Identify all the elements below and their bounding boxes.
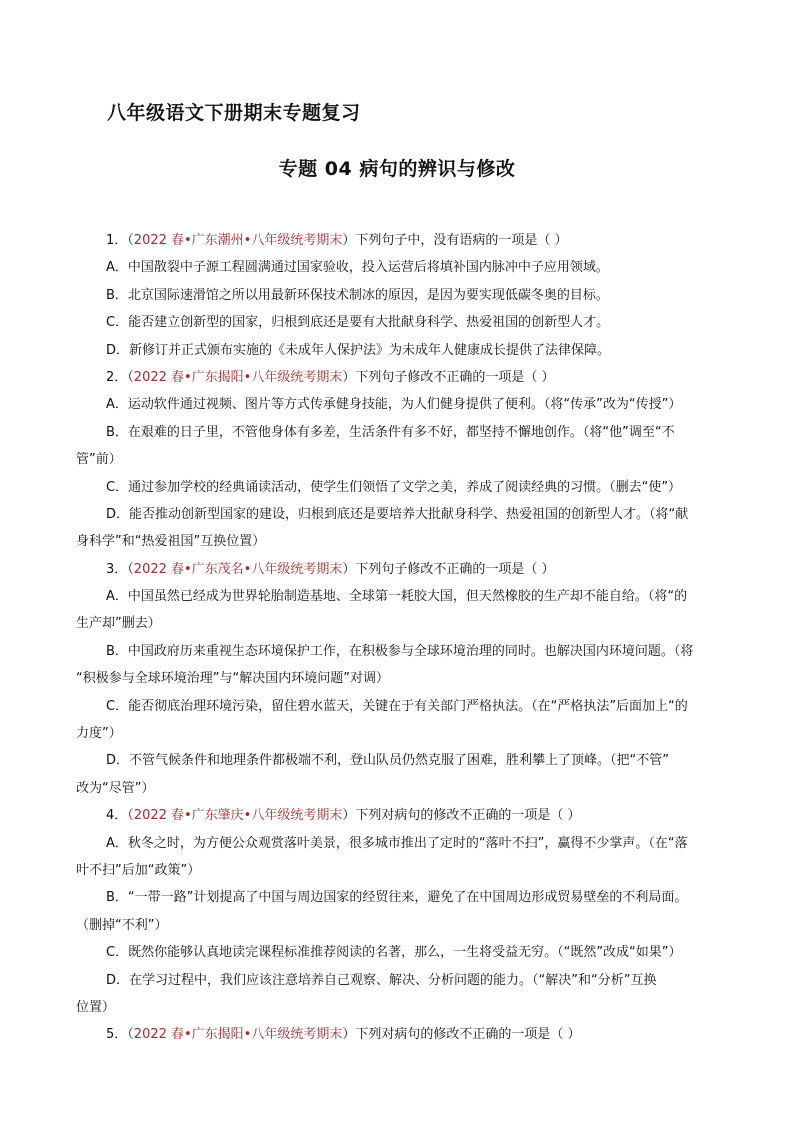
continuation-line: 身科学”和“热爱祖国”互换位置）	[76, 534, 266, 550]
continuation-line: 生产却”删去）	[76, 616, 161, 632]
question-text: 下列对病句的修改不正确的一项是（ ）	[355, 808, 581, 824]
option-line: A．秋冬之时，为方便公众观赏落叶美景，很多城市推出了定时的“落叶不扫”，赢得不少掌声。（在“落	[106, 835, 688, 851]
question-number: 1．	[106, 233, 128, 248]
option-line: C．通过参加学校的经典诵读活动，使学生们领悟了文学之美，养成了阅读经典的习惯。（删去“使”）	[106, 479, 682, 495]
question-source: 2022 春•广东茂名•八年级统考期末	[133, 561, 343, 577]
topic-title: 专题 04 病句的辨识与修改	[278, 158, 516, 180]
question-number: 4．	[106, 808, 128, 824]
question-stem	[106, 370, 718, 386]
source-close-paren: ）	[342, 1027, 356, 1043]
option-line: B．在艰难的日子里，不管他身体有多差，生活条件有多不好，都坚持不懈地创作。（将“他”调至“不	[106, 424, 675, 440]
continuation-line: 力度”）	[76, 726, 122, 742]
question-text: 下列句子修改不正确的一项是（ ）	[355, 561, 555, 577]
question-list	[76, 233, 718, 1055]
source-open-paren: （	[127, 561, 134, 577]
continuation-line: “积极参与全球环境治理”与“解决国内环境问题”对调）	[76, 671, 389, 687]
series-title: 八年级语文下册期末专题复习	[107, 102, 361, 124]
source-close-paren: ）	[342, 369, 356, 385]
question-source: 2022 春•广东揭阳•八年级统考期末	[133, 1027, 343, 1043]
question-number: 5．	[106, 1027, 128, 1043]
continuation-line: 叶不扫”后加“政策”）	[76, 862, 201, 878]
source-open-paren: （	[127, 1027, 134, 1043]
continuation-line: 位置）	[76, 999, 116, 1015]
source-open-paren: （	[127, 233, 134, 248]
continuation-line: 改为“尽管”）	[76, 780, 155, 796]
continuation-line: （删掉“不利”）	[76, 917, 168, 933]
source-close-paren: ）	[342, 233, 356, 248]
option-line: B．北京国际速滑馆之所以用最新环保技术制冰的原因，是因为要实现低碳冬奥的目标。	[106, 287, 609, 303]
question-stem	[106, 1027, 718, 1043]
question-source: 2022 春•广东揭阳•八年级统考期末	[133, 369, 343, 385]
option-line: B．“一带一路”计划提高了中国与周边国家的经贸往来，避免了在中国周边形成贸易壁垒的不利局面。	[106, 890, 688, 906]
source-close-paren: ）	[342, 808, 356, 824]
option-line: C．既然你能够认真地读完课程标准推荐阅读的名著，那么，一生将受益无穷。（“既然”改成“如果”）	[106, 945, 682, 961]
question-number: 2．	[106, 369, 128, 385]
source-open-paren: （	[127, 808, 134, 824]
question-text: 下列句子中，没有语病的一项是（ ）	[355, 233, 568, 248]
question-stem	[106, 562, 718, 578]
option-line: C．能否建立创新型的国家，归根到底还是要有大批献身科学、热爱祖国的创新型人才。	[106, 315, 610, 331]
option-line: D．能否推动创新型国家的建设，归根到底还是要培养大批献身科学、热爱祖国的创新型人才。（将“献	[106, 506, 689, 522]
option-line: A．中国虽然已经成为世界轮胎制造基地、全球第一耗胶大国，但天然橡胶的生产却不能自给。（将“的	[106, 589, 688, 605]
source-open-paren: （	[127, 369, 134, 385]
option-line: D．不管气候条件和地理条件都极端不利，登山队员仍然克服了困难，胜利攀上了顶峰。（把“不管”	[106, 753, 669, 769]
question-source: 2022 春•广东潮州•八年级统考期末	[133, 233, 343, 248]
option-line: A．运动软件通过视频、图片等方式传承健身技能，为人们健身提供了便利。（将“传承”改为“传授”）	[106, 397, 682, 413]
question-stem	[106, 808, 718, 824]
question-text: 下列对病句的修改不正确的一项是（ ）	[355, 1027, 581, 1043]
continuation-line: 管”前）	[76, 452, 122, 468]
option-line: C．能否彻底治理环境污染，留住碧水蓝天，关键在于有关部门严格执法。（在“严格执法”后面加上“的	[106, 698, 688, 714]
question-stem	[106, 233, 718, 249]
question-text: 下列句子修改不正确的一项是（ ）	[355, 369, 555, 385]
option-line: D．在学习过程中，我们应该注意培养自己观察、解决、分析问题的能力。（“解决”和“分析”互换	[106, 972, 657, 988]
source-close-paren: ）	[342, 561, 356, 577]
option-line: D．新修订并正式颁布实施的《未成年人保护法》为未成年人健康成长提供了法律保障。	[106, 342, 611, 358]
option-line: B．中国政府历来重视生态环境保护工作，在积极参与全球环境治理的同时。也解决国内环境问题。（将	[106, 643, 694, 659]
question-source: 2022 春•广东肇庆•八年级统考期末	[133, 808, 343, 824]
option-line: A．中国散裂中子源工程圆满通过国家验收，投入运营后将填补国内脉冲中子应用领域。	[106, 260, 609, 276]
question-number: 3．	[106, 561, 128, 577]
